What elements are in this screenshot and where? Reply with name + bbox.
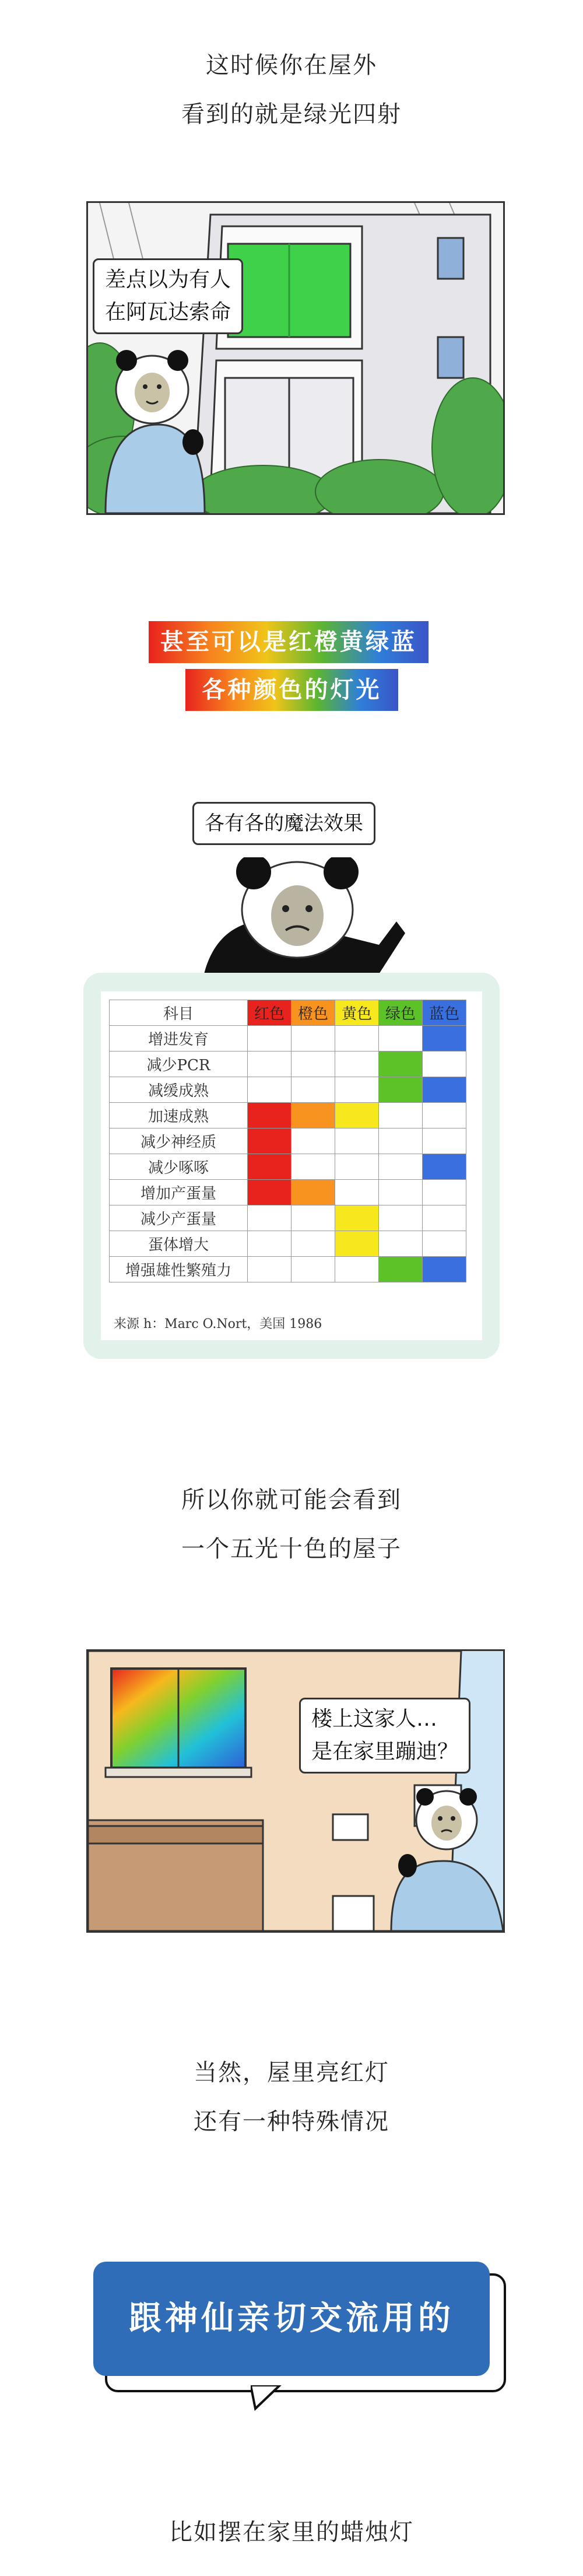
color-mark-cell	[335, 1154, 379, 1180]
color-mark-cell	[335, 1205, 379, 1231]
color-mark-cell	[248, 1180, 292, 1205]
color-mark-cell	[292, 1257, 335, 1282]
color-mark-cell	[248, 1077, 292, 1103]
caption-line: 当然，屋里亮红灯	[194, 2059, 389, 2086]
header-cell-red: 红色	[248, 1000, 292, 1026]
color-mark-cell	[335, 1231, 379, 1257]
light-effects-card	[83, 973, 500, 1359]
color-mark-cell	[292, 1180, 335, 1205]
row-label: 蛋体增大	[110, 1231, 248, 1257]
bubble-line: 差点以为有人	[105, 268, 231, 292]
bubble-line: 在阿瓦达索命	[105, 300, 231, 324]
table-row	[110, 1154, 466, 1180]
speech-bubble-disco	[299, 1698, 470, 1774]
color-mark-cell	[248, 1205, 292, 1231]
color-mark-cell	[423, 1128, 466, 1154]
caption-line: 所以你就可能会看到	[181, 1487, 402, 1513]
building-illustration	[88, 203, 503, 513]
table-header-row	[110, 1000, 466, 1026]
color-mark-cell	[423, 1231, 466, 1257]
speech-bubble-avada	[93, 258, 243, 334]
color-mark-cell	[379, 1077, 423, 1103]
color-mark-cell	[292, 1205, 335, 1231]
comic-panel-rainbow-window	[86, 1649, 505, 1933]
color-mark-cell	[335, 1128, 379, 1154]
color-mark-cell	[292, 1077, 335, 1103]
light-effects-table	[109, 1000, 466, 1282]
color-mark-cell	[423, 1077, 466, 1103]
header-cell-orange: 橙色	[292, 1000, 335, 1026]
color-mark-cell	[248, 1154, 292, 1180]
row-label: 减缓成熟	[110, 1077, 248, 1103]
color-mark-cell	[379, 1231, 423, 1257]
caption-outside-green	[0, 41, 583, 139]
caption-line: 看到的就是绿光四射	[181, 101, 402, 128]
color-mark-cell	[335, 1052, 379, 1077]
row-label: 减少神经质	[110, 1128, 248, 1154]
caption-line: 一个五光十色的屋子	[181, 1536, 402, 1562]
table-row	[110, 1103, 466, 1128]
color-mark-cell	[379, 1257, 423, 1282]
blue-banner: 跟神仙亲切交流用的	[93, 2262, 490, 2376]
color-mark-cell	[248, 1257, 292, 1282]
caption-candle: 比如摆在家里的蜡烛灯	[169, 2519, 414, 2546]
color-mark-cell	[292, 1231, 335, 1257]
color-mark-cell	[292, 1128, 335, 1154]
color-mark-cell	[292, 1154, 335, 1180]
color-mark-cell	[379, 1052, 423, 1077]
color-mark-cell	[292, 1026, 335, 1052]
color-mark-cell	[335, 1103, 379, 1128]
color-mark-cell	[335, 1257, 379, 1282]
color-mark-cell	[335, 1077, 379, 1103]
color-mark-cell	[423, 1052, 466, 1077]
table-row	[110, 1257, 466, 1282]
bubble-line: 是在家里蹦迪？	[311, 1740, 459, 1764]
row-label: 减少啄啄	[110, 1154, 248, 1180]
header-cell-green: 绿色	[379, 1000, 423, 1026]
color-mark-cell	[248, 1026, 292, 1052]
table-row	[110, 1205, 466, 1231]
speech-bubble-magic: 各有各的魔法效果	[192, 802, 375, 845]
header-cell-blue: 蓝色	[423, 1000, 466, 1026]
header-cell-item: 科目	[110, 1000, 248, 1026]
color-mark-cell	[248, 1052, 292, 1077]
color-mark-cell	[248, 1231, 292, 1257]
color-mark-cell	[248, 1103, 292, 1128]
caption-line: 还有一种特殊情况	[194, 2108, 389, 2135]
caption-line: 这时候你在屋外	[206, 52, 377, 79]
row-label: 减少PCR	[110, 1052, 248, 1077]
comic-panel-green-window	[86, 201, 505, 515]
row-label: 减少产蛋量	[110, 1205, 248, 1231]
color-mark-cell	[423, 1026, 466, 1052]
color-mark-cell	[379, 1128, 423, 1154]
table-row	[110, 1077, 466, 1103]
table-row	[110, 1231, 466, 1257]
caption-colorful-house	[0, 1475, 583, 1573]
light-effects-table-wrap	[101, 991, 482, 1340]
table-source: 来源 h：Marc O.Nort，美国 1986	[114, 1317, 322, 1331]
rainbow-banner-line1: 甚至可以是红橙黄绿蓝	[149, 621, 429, 663]
color-mark-cell	[292, 1052, 335, 1077]
row-label: 增强雄性繁殖力	[110, 1257, 248, 1282]
color-mark-cell	[248, 1128, 292, 1154]
header-cell-yellow: 黄色	[335, 1000, 379, 1026]
table-row	[110, 1128, 466, 1154]
color-mark-cell	[423, 1257, 466, 1282]
color-mark-cell	[379, 1154, 423, 1180]
rainbow-building-illustration	[88, 1651, 503, 1931]
row-label: 加速成熟	[110, 1103, 248, 1128]
caption-red-light	[0, 2048, 583, 2146]
color-mark-cell	[379, 1103, 423, 1128]
color-mark-cell	[379, 1180, 423, 1205]
color-mark-cell	[423, 1103, 466, 1128]
color-mark-cell	[379, 1205, 423, 1231]
row-label: 增进发育	[110, 1026, 248, 1052]
table-row	[110, 1180, 466, 1205]
color-mark-cell	[335, 1180, 379, 1205]
color-mark-cell	[423, 1205, 466, 1231]
color-mark-cell	[423, 1180, 466, 1205]
color-mark-cell	[423, 1154, 466, 1180]
color-mark-cell	[292, 1103, 335, 1128]
panda-head-illustration	[204, 857, 408, 974]
row-label: 增加产蛋量	[110, 1180, 248, 1205]
table-row	[110, 1052, 466, 1077]
rainbow-banner-line2: 各种颜色的灯光	[185, 669, 398, 711]
table-row	[110, 1026, 466, 1052]
bubble-line: 楼上这家人…	[311, 1707, 438, 1731]
color-mark-cell	[335, 1026, 379, 1052]
banner-tail	[251, 2385, 286, 2411]
color-mark-cell	[379, 1026, 423, 1052]
